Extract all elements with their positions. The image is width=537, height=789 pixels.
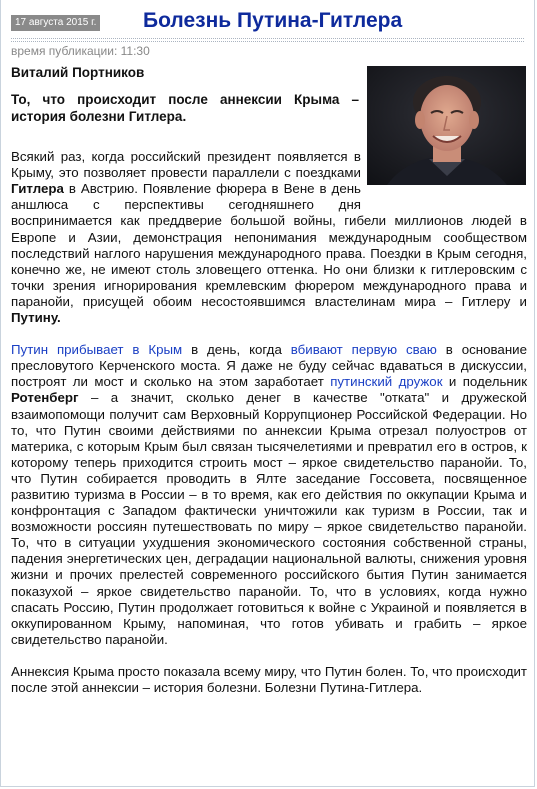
p2-text-1: в день, когда: [182, 342, 291, 358]
photo-spacer: [361, 149, 527, 207]
p1-text-1: Всякий раз, когда российский президент появляется в Крыму, это позволяет провести параллели с поездками: [11, 149, 361, 181]
date-badge: 17 августа 2015 г.: [11, 15, 100, 31]
p1-bold-hitler: Гитлера: [11, 181, 64, 197]
article-lead: То, что происходит после аннексии Крыма – история болезни Гитлера.: [11, 92, 359, 124]
paragraph-3: Аннексия Крыма просто показала всему миру, что Путин болен. То, что происходит после этой аннексии – история болезни. Болезни Путина-Гитлера.: [11, 663, 527, 695]
link-putin-friend[interactable]: путинский дружок: [330, 374, 443, 390]
p1-bold-putin: Путину.: [11, 310, 61, 326]
p2-bold-rotenberg: Ротенберг: [11, 390, 79, 406]
p2-text-2: в основание пресловутого Керченского моста. Я даже не буду сейчас вдаваться в дискуссии, построят ли мост и сколько на этом заработает: [11, 342, 527, 390]
p1-text-2: в Австрию. Появление фюрера в Вене в день аншлюса с перспективы сегодняшнего дня воспринимается как преддверие большой войны, гибели миллионов людей в Европе и Азии, демонстрация непонимания международным сообществом последствий наглого нарушения международного права. Поездки в Крым сегодня, конечно же, не имеют столь зловещего оттенка. Но они близки к гитлеровским с точки зрения игнорирования кремлевским фюрером международного права и паранойи, присущей обоим несостоявшимся властелинам мира – Гитлеру и: [11, 181, 527, 309]
link-putin-arrives[interactable]: Путин прибывает в Крым: [11, 342, 183, 358]
paragraph-1: [11, 149, 527, 326]
p2-text-4: – а значит, сколько денег в качестве "отката" и дружеской взаимопомощи получит сам Верховный Коррупционер Российской Федерации. Но то, что Путин своими действиями по аннексии Крыма отрезал полуостров от материка, с которым Крым был связан тысячелетиями и превратил его в остров, к которому теперь приходится строить мост – яркое свидетельство паранойи. То, что Путин собирается проводить в Ялте заседание Госсовета, посвященное развитию туризма в России – в то время, как его действия по оккупации Крыма и конфронтация с Западом фактически уничтожили как туризм в России, так и возможности россиян путешествовать по миру – яркое свидетельство паранойи. То, что в ситуации ухудшения экономического состояния собственной страны, падения энергетических цен, деградации национальной валюты, снижения уровня жизни и прочих прелестей современного российского бытия Путин занимается показухой – яркое свидетельство паранойи. То, что в условиях, когда нужно спасать Россию, Путин продолжает готовиться к войне с Украиной и появляется в оккупированном Крыму, напоминая, что готов убивать и грабить – яркое свидетельство паранойи.: [11, 390, 527, 647]
p2-text-3: и подельник: [442, 374, 528, 390]
paragraph-2: [11, 342, 527, 648]
article-body: [11, 65, 527, 712]
article-title[interactable]: Болезнь Путина-Гитлера: [143, 9, 403, 32]
article-header: [1, 0, 534, 40]
link-first-pile[interactable]: вбивают первую сваю: [290, 342, 437, 358]
header-divider: [11, 38, 524, 39]
publication-time: время публикации: 11:30: [11, 44, 150, 58]
header-divider-2: [11, 41, 524, 42]
author-name: Виталий Портников: [11, 65, 145, 80]
